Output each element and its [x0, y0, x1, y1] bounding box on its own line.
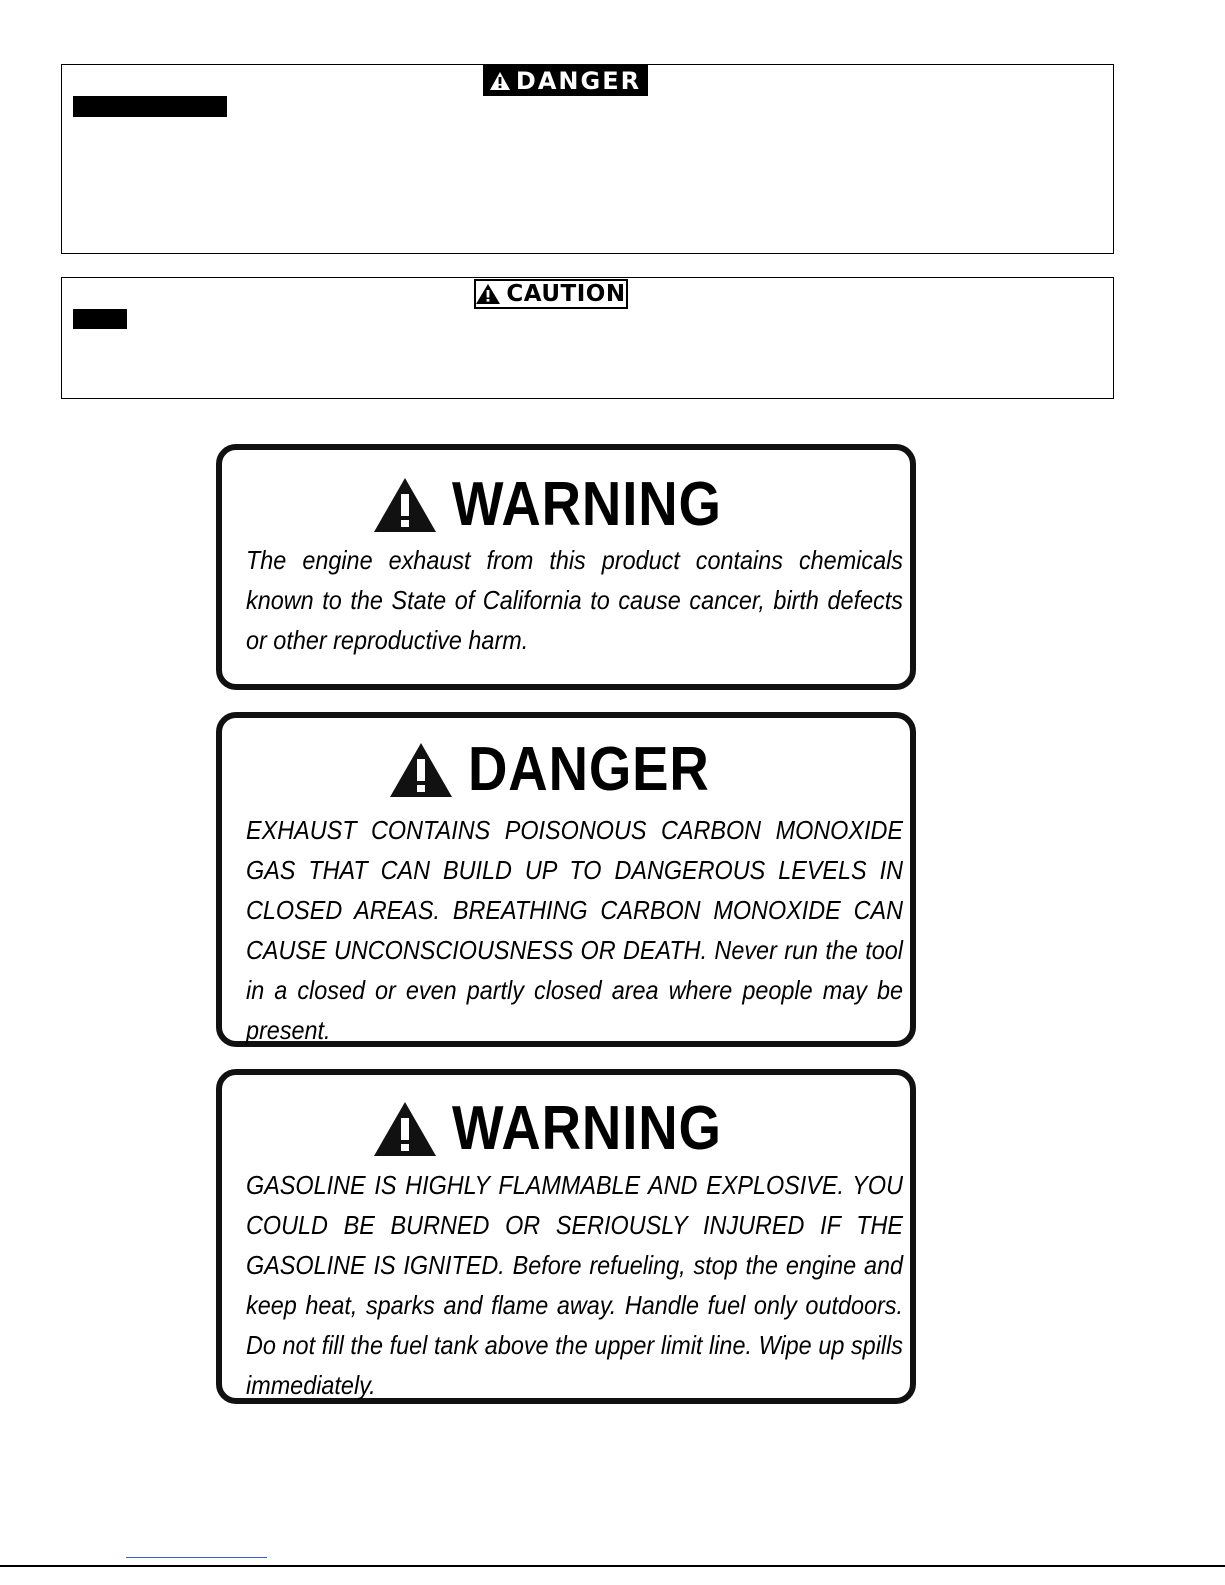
sign-body-text: The engine exhaust from this product contains chemicals known to the State of California to cause cancer, birth defects or other reproductive harm. — [246, 545, 903, 655]
sign-title: WARNING — [451, 1094, 722, 1163]
warning-triangle-icon — [374, 1102, 436, 1156]
sign-header — [222, 472, 910, 538]
warning-triangle-icon — [490, 72, 510, 90]
sign-body-text: GASOLINE IS HIGHLY FLAMMABLE AND EXPLOSIVE. YOU COULD BE BURNED OR SERIOUSLY INJURED IF THE GASOLINE IS IGNITED. Before refueling, stop the engine and keep heat, sparks and flame away. Handle fuel only outdoors. Do not fill the fuel tank above the upper limit line. Wipe up spills immediately. — [246, 1170, 903, 1400]
caution-header-text: CAUTION — [506, 281, 626, 307]
redacted-block — [73, 96, 227, 117]
danger-header-text: DANGER — [515, 66, 642, 95]
sign-header — [222, 1095, 910, 1163]
footer-divider — [0, 1565, 1225, 1567]
footer-link-underline[interactable] — [126, 1557, 267, 1558]
sign-header — [222, 736, 910, 804]
warning-sign-california — [216, 444, 916, 690]
warning-triangle-icon — [390, 743, 452, 797]
danger-header-label — [483, 65, 648, 96]
caution-notice-box — [61, 277, 1114, 399]
redacted-block — [73, 309, 127, 329]
sign-body-text: EXHAUST CONTAINS POISONOUS CARBON MONOXIDE GAS THAT CAN BUILD UP TO DANGEROUS LEVELS IN CLOSED AREAS. BREATHING CARBON MONOXIDE CAN CAUSE UNCONSCIOUSNESS OR DEATH. Never run the tool in a closed or even partly closed area where people may be present. — [246, 815, 903, 1045]
warning-triangle-icon — [476, 284, 500, 304]
warning-sign-gasoline — [216, 1069, 916, 1404]
danger-sign-carbon-monoxide — [216, 712, 916, 1047]
warning-triangle-icon — [374, 478, 436, 532]
sign-title: DANGER — [467, 735, 710, 804]
danger-notice-box — [61, 64, 1114, 254]
sign-title: WARNING — [451, 470, 722, 539]
caution-header-label — [474, 279, 628, 309]
